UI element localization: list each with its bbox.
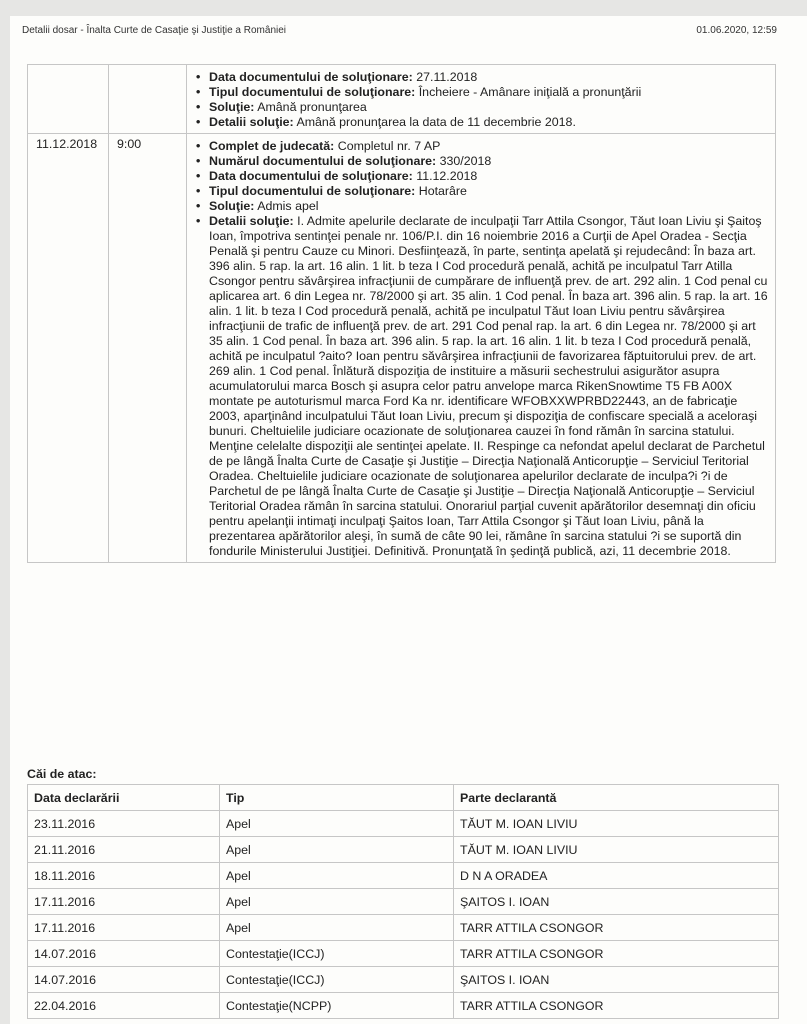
- column-header: Data declarării: [28, 785, 220, 811]
- detail-value: Amână pronunţarea la data de 11 decembrie 2018.: [293, 115, 576, 129]
- cell-party: ŞAITOS I. IOAN: [454, 889, 779, 915]
- cell-party: D N A ORADEA: [454, 863, 779, 889]
- cell-date: 22.04.2016: [28, 993, 220, 1019]
- detail-value: 27.11.2018: [412, 70, 478, 84]
- detail-key: Detalii soluţie:: [209, 214, 294, 228]
- table-row: [28, 941, 779, 967]
- sedinta-details: [187, 134, 776, 563]
- detail-key: Soluţie:: [209, 199, 255, 213]
- detail-value: 330/2018: [436, 154, 492, 168]
- cell-type: Contestaţie(NCPP): [220, 993, 454, 1019]
- detail-item: [209, 214, 769, 559]
- cell-date: 14.07.2016: [28, 941, 220, 967]
- cell-type: Apel: [220, 837, 454, 863]
- detail-value: Admis apel: [254, 199, 319, 213]
- cell-party: TĂUT M. IOAN LIVIU: [454, 811, 779, 837]
- sedinta-date: [28, 65, 109, 134]
- cell-party: TARR ATTILA CSONGOR: [454, 941, 779, 967]
- detail-value: I. Admite apelurile declarate de inculpaţii Tarr Attila Csongor, Tăut Ioan Liviu şi Şaitoş Ioan, împotriva sentinţei penale nr. 106/P.I. din 16 noiembrie 2016 a Curţii de Apel Oradea - Secţia Penală şi pentru Cauze cu Minori. Desfiinţează, în parte, sentinţa apelată şi rejudecând: În baza art. 396 alin. 5 rap. la art. 16 alin. 1 lit. b teza I Cod procedură penală, achită pe inculpatul Tarr Atilla Csongor pentru săvârşirea infracţiunii de cumpărare de influenţă prev. de art. 292 alin. 1 Cod penal cu aplicarea art. 6 din Legea nr. 78/2000 şi art. 35 alin. 1 Cod penal. În baza art. 396 alin. 5 rap. la art. 16 alin. 1 lit. b teza I Cod procedură penală, achită pe inculpatul Tăut Ioan Liviu pentru săvârşirea infracţiunii de trafic de influenţă prev. de art. 291 Cod penal rap. la art. 6 din Legea nr. 78/2000 şi art 35 alin. 1 Cod penal. În baza art. 396 alin. 5 rap. la art. 16 alin. 1 lit. b teza I Cod procedură penală, achită pe inculpatul ?aito? Ioan pentru săvârşirea infracţiunii de favorizarea făptuitorului prev. de art. 269 alin. 1 Cod penal. Înlătură dispoziţia de instituire a măsurii sechestrului asigurător asupra acumulatorului marca Bosch şi asupra celor patru anvelope marca RikenSnowtime T5 FB A00X montate pe autoturismul marca Ford Ka nr. identificare WFOBXXWPRBD22443, an de fabricaţie 2003, aparţinând inculpatului Tăut Ioan Liviu, precum şi dispoziţia de confiscare specială a aceloraşi bunuri. Cheltuielile judiciare ocazionate de soluţionarea cauzei în fond rămân în sarcina statului. Menţine celelalte dispoziţii ale sentinţei apelate. II. Respinge ca nefondat apelul declarat de Parchetul de pe lângă Înalta Curte de Casaţie şi Justiţie – Direcţia Naţională Anticorupţie – Serviciul Teritorial Oradea. Cheltuielile judiciare ocazionate de soluţionarea apelurilor declarate de inculpa?i ?i de Parchetul de pe lângă Înalta Curte de Casaţie şi Justiţie – Direcţia Naţională Anticorupţie – Serviciul Teritorial Oradea rămân în sarcina statului. Onorariul parţial cuvenit apărătorilor desemnaţi din oficiu pentru apelanţii intimaţi inculpaţi Şaitos Ioan, Tarr Attila Csongor şi Tăut Ioan Liviu, până la prezentarea apărătorilor aleşi, în sumă de câte 90 lei, rămâne în sarcina statului ?i se suportă din fondurile Ministerului Justiţiei. Definitivă. Pronunţată în şedinţă publică, azi, 11 decembrie 2018.: [209, 214, 768, 558]
- cell-type: Apel: [220, 811, 454, 837]
- cell-party: TARR ATTILA CSONGOR: [454, 915, 779, 941]
- cell-date: 14.07.2016: [28, 967, 220, 993]
- cell-date: 23.11.2016: [28, 811, 220, 837]
- detail-value: Completul nr. 7 AP: [334, 139, 441, 153]
- detail-item: [209, 139, 769, 154]
- detail-item: [209, 184, 769, 199]
- detail-value: Încheiere - Amânare iniţială a pronunţării: [415, 85, 642, 99]
- detail-item: [209, 85, 769, 100]
- cell-date: 18.11.2016: [28, 863, 220, 889]
- sedinta-row: [28, 65, 776, 134]
- detail-item: [209, 154, 769, 169]
- detail-item: [209, 169, 769, 184]
- column-header: Tip: [220, 785, 454, 811]
- detail-key: Complet de judecată:: [209, 139, 335, 153]
- page-header-title: Detalii dosar - Înalta Curte de Casaţie şi Justiţie a României: [22, 25, 287, 36]
- cell-party: TĂUT M. IOAN LIVIU: [454, 837, 779, 863]
- detail-value: Hotarâre: [415, 184, 467, 198]
- detail-key: Tipul documentului de soluţionare:: [209, 85, 416, 99]
- detail-item: [209, 100, 769, 115]
- detail-value: 11.12.2018: [412, 169, 478, 183]
- cai-atac-table: [27, 784, 779, 1019]
- cell-date: 21.11.2016: [28, 837, 220, 863]
- detail-item: [209, 70, 769, 85]
- cell-party: ŞAITOS I. IOAN: [454, 967, 779, 993]
- cell-type: Apel: [220, 863, 454, 889]
- table-row: [28, 967, 779, 993]
- cai-atac-header-row: [28, 785, 779, 811]
- cell-type: Contestaţie(ICCJ): [220, 967, 454, 993]
- detail-item: [209, 115, 769, 130]
- detail-value: Amână pronunţarea: [254, 100, 367, 114]
- detail-key: Soluţie:: [209, 100, 255, 114]
- sedinta-details: [187, 65, 776, 134]
- detail-item: [209, 199, 769, 214]
- detail-key: Detalii soluţie:: [209, 115, 294, 129]
- table-row: [28, 889, 779, 915]
- sedinta-row: [28, 134, 776, 563]
- sedinte-table: [27, 64, 776, 563]
- table-row: [28, 863, 779, 889]
- table-row: [28, 837, 779, 863]
- detail-key: Tipul documentului de soluţionare:: [209, 184, 416, 198]
- cell-type: Contestaţie(ICCJ): [220, 941, 454, 967]
- cell-party: TARR ATTILA CSONGOR: [454, 993, 779, 1019]
- table-row: [28, 993, 779, 1019]
- detail-key: Data documentului de soluţionare:: [209, 70, 413, 84]
- cell-date: 17.11.2016: [28, 915, 220, 941]
- page-header-timestamp: 01.06.2020, 12:59: [696, 25, 777, 36]
- cell-type: Apel: [220, 889, 454, 915]
- cai-atac-title: Căi de atac:: [27, 767, 97, 781]
- detail-key: Data documentului de soluţionare:: [209, 169, 413, 183]
- sedinta-time: [109, 65, 187, 134]
- table-row: [28, 915, 779, 941]
- table-row: [28, 811, 779, 837]
- cell-date: 17.11.2016: [28, 889, 220, 915]
- detail-key: Numărul documentului de soluţionare:: [209, 154, 437, 168]
- column-header: Parte declarantă: [454, 785, 779, 811]
- sedinta-date: 11.12.2018: [28, 134, 109, 563]
- cell-type: Apel: [220, 915, 454, 941]
- sedinta-time: 9:00: [109, 134, 187, 563]
